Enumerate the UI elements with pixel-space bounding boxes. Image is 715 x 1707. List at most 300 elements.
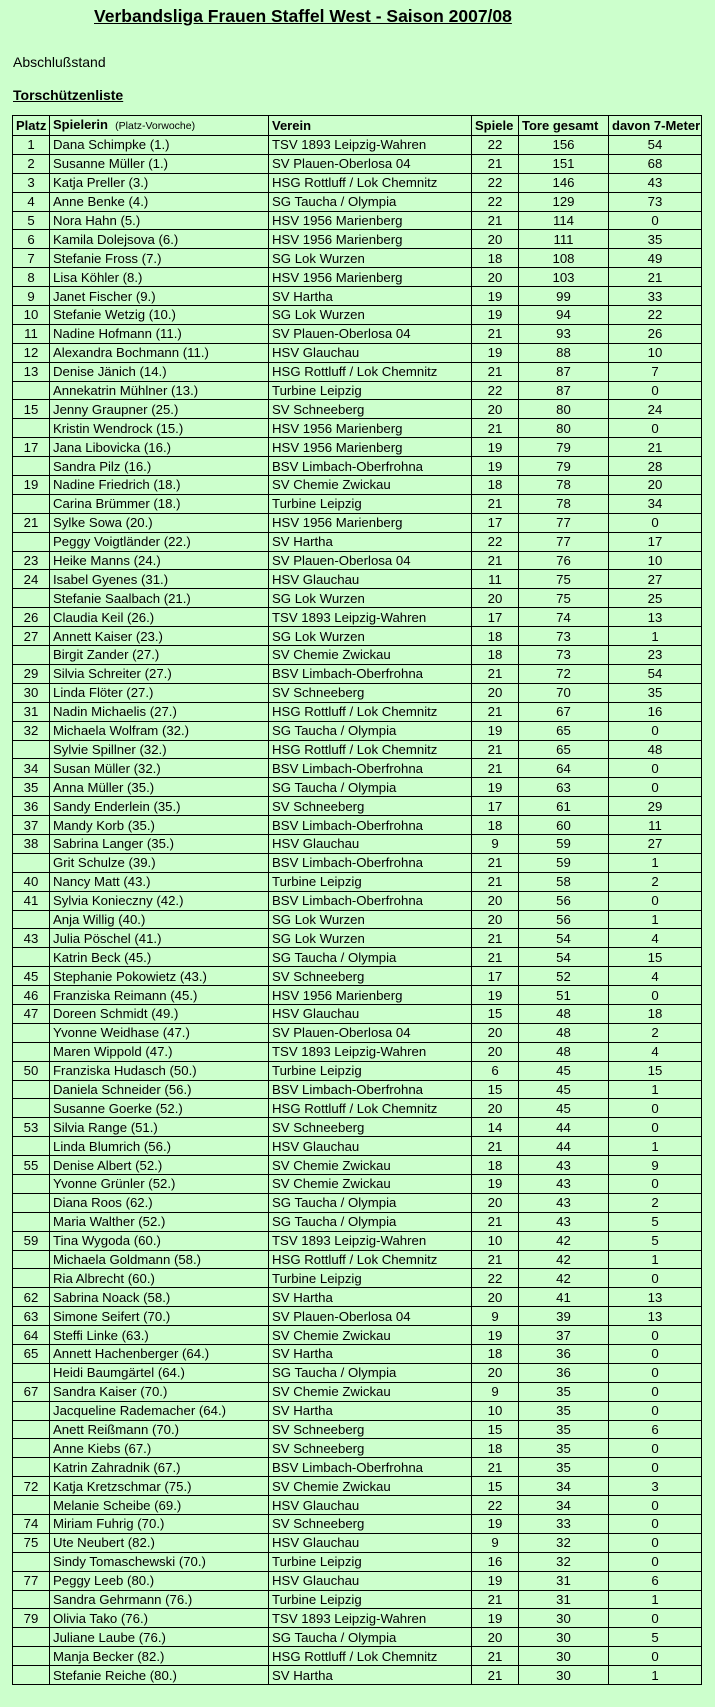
penalties-cell: 15 [609, 948, 702, 967]
player-cell: Carina Brümmer (18.) [50, 494, 269, 513]
goals-cell: 35 [519, 1401, 609, 1420]
rank-cell: 43 [13, 929, 50, 948]
penalties-cell: 49 [609, 249, 702, 268]
player-cell: Anna Müller (35.) [50, 778, 269, 797]
penalties-cell: 0 [609, 1439, 702, 1458]
player-cell: Manja Becker (82.) [50, 1647, 269, 1666]
penalties-cell: 23 [609, 646, 702, 665]
header-siebenmeter: davon 7-Meter [609, 116, 702, 136]
games-cell: 19 [472, 778, 519, 797]
player-cell: Stephanie Pokowietz (43.) [50, 967, 269, 986]
player-cell: Alexandra Bochmann (11.) [50, 343, 269, 362]
table-row [13, 438, 702, 457]
goals-cell: 48 [519, 1042, 609, 1061]
table-row [13, 1628, 702, 1647]
penalties-cell: 1 [609, 627, 702, 646]
rank-cell [13, 1401, 50, 1420]
goals-cell: 44 [519, 1118, 609, 1137]
table-row [13, 1023, 702, 1042]
table-row [13, 136, 702, 155]
table-row [13, 494, 702, 513]
club-cell: SG Taucha / Olympia [269, 1628, 472, 1647]
games-cell: 19 [472, 986, 519, 1005]
player-cell: Jana Libovicka (16.) [50, 438, 269, 457]
club-cell: TSV 1893 Leipzig-Wahren [269, 1609, 472, 1628]
club-cell: SV Hartha [269, 287, 472, 306]
goals-cell: 99 [519, 287, 609, 306]
goals-cell: 34 [519, 1477, 609, 1496]
penalties-cell: 21 [609, 268, 702, 287]
player-cell: Claudia Keil (26.) [50, 608, 269, 627]
player-cell: Stefanie Saalbach (21.) [50, 589, 269, 608]
goals-cell: 59 [519, 853, 609, 872]
player-cell: Sabrina Noack (58.) [50, 1288, 269, 1307]
rank-cell: 62 [13, 1288, 50, 1307]
club-cell: SV Hartha [269, 1288, 472, 1307]
club-cell: HSG Rottluff / Lok Chemnitz [269, 1250, 472, 1269]
goals-cell: 87 [519, 362, 609, 381]
rank-cell: 30 [13, 683, 50, 702]
club-cell: Turbine Leipzig [269, 381, 472, 400]
goals-cell: 60 [519, 816, 609, 835]
games-cell: 19 [472, 1571, 519, 1590]
club-cell: SG Taucha / Olympia [269, 721, 472, 740]
penalties-cell: 4 [609, 929, 702, 948]
games-cell: 21 [472, 1212, 519, 1231]
games-cell: 21 [472, 702, 519, 721]
penalties-cell: 6 [609, 1420, 702, 1439]
goals-cell: 77 [519, 532, 609, 551]
table-row [13, 1666, 702, 1685]
goals-cell: 36 [519, 1363, 609, 1382]
club-cell: SV Plauen-Oberlosa 04 [269, 1023, 472, 1042]
penalties-cell: 20 [609, 476, 702, 495]
rank-cell [13, 948, 50, 967]
rank-cell: 3 [13, 173, 50, 192]
player-cell: Anne Kiebs (67.) [50, 1439, 269, 1458]
table-row [13, 683, 702, 702]
goals-cell: 42 [519, 1269, 609, 1288]
games-cell: 18 [472, 816, 519, 835]
club-cell: SV Schneeberg [269, 797, 472, 816]
header-platz: Platz [13, 116, 50, 136]
rank-cell [13, 1137, 50, 1156]
games-cell: 19 [472, 457, 519, 476]
rank-cell: 10 [13, 306, 50, 325]
games-cell: 20 [472, 1042, 519, 1061]
goals-cell: 43 [519, 1174, 609, 1193]
club-cell: SV Chemie Zwickau [269, 1174, 472, 1193]
goals-cell: 76 [519, 551, 609, 570]
goals-cell: 129 [519, 192, 609, 211]
club-cell: HSG Rottluff / Lok Chemnitz [269, 702, 472, 721]
penalties-cell: 68 [609, 154, 702, 173]
games-cell: 21 [472, 154, 519, 173]
games-cell: 21 [472, 664, 519, 683]
club-cell: BSV Limbach-Oberfrohna [269, 1458, 472, 1477]
table-row [13, 1382, 702, 1401]
rank-cell: 63 [13, 1307, 50, 1326]
rank-cell [13, 1174, 50, 1193]
goals-cell: 146 [519, 173, 609, 192]
games-cell: 17 [472, 967, 519, 986]
goals-cell: 35 [519, 1382, 609, 1401]
player-cell: Tina Wygoda (60.) [50, 1231, 269, 1250]
player-cell: Annett Hachenberger (64.) [50, 1345, 269, 1364]
games-cell: 21 [472, 551, 519, 570]
games-cell: 21 [472, 1647, 519, 1666]
games-cell: 20 [472, 1023, 519, 1042]
penalties-cell: 0 [609, 381, 702, 400]
table-row [13, 929, 702, 948]
rank-cell [13, 532, 50, 551]
table-row [13, 1174, 702, 1193]
games-cell: 10 [472, 1231, 519, 1250]
club-cell: SG Lok Wurzen [269, 249, 472, 268]
table-row [13, 1307, 702, 1326]
goals-cell: 70 [519, 683, 609, 702]
player-cell: Susanne Müller (1.) [50, 154, 269, 173]
table-row [13, 1061, 702, 1080]
player-cell: Sabrina Langer (35.) [50, 834, 269, 853]
goals-cell: 43 [519, 1212, 609, 1231]
club-cell: Turbine Leipzig [269, 1269, 472, 1288]
games-cell: 22 [472, 1269, 519, 1288]
penalties-cell: 0 [609, 721, 702, 740]
games-cell: 18 [472, 1345, 519, 1364]
goals-cell: 80 [519, 400, 609, 419]
games-cell: 20 [472, 1288, 519, 1307]
goals-cell: 30 [519, 1666, 609, 1685]
penalties-cell: 0 [609, 1326, 702, 1345]
rank-cell: 45 [13, 967, 50, 986]
rank-cell: 47 [13, 1004, 50, 1023]
games-cell: 21 [472, 1250, 519, 1269]
penalties-cell: 13 [609, 1288, 702, 1307]
goals-cell: 88 [519, 343, 609, 362]
goals-cell: 42 [519, 1250, 609, 1269]
penalties-cell: 1 [609, 1250, 702, 1269]
goals-cell: 75 [519, 589, 609, 608]
penalties-cell: 1 [609, 1080, 702, 1099]
table-row [13, 891, 702, 910]
club-cell: HSV Glauchau [269, 570, 472, 589]
table-row [13, 797, 702, 816]
games-cell: 19 [472, 306, 519, 325]
goals-cell: 65 [519, 740, 609, 759]
club-cell: HSG Rottluff / Lok Chemnitz [269, 362, 472, 381]
games-cell: 21 [472, 211, 519, 230]
rank-cell: 40 [13, 872, 50, 891]
games-cell: 20 [472, 589, 519, 608]
games-cell: 15 [472, 1477, 519, 1496]
rank-cell [13, 419, 50, 438]
games-cell: 18 [472, 646, 519, 665]
games-cell: 19 [472, 1609, 519, 1628]
penalties-cell: 0 [609, 1099, 702, 1118]
games-cell: 20 [472, 1193, 519, 1212]
table-row [13, 400, 702, 419]
rank-cell: 77 [13, 1571, 50, 1590]
penalties-cell: 22 [609, 306, 702, 325]
goals-cell: 56 [519, 891, 609, 910]
games-cell: 17 [472, 797, 519, 816]
player-cell: Dana Schimpke (1.) [50, 136, 269, 155]
rank-cell [13, 1496, 50, 1515]
rank-cell: 74 [13, 1515, 50, 1534]
player-cell: Linda Flöter (27.) [50, 683, 269, 702]
club-cell: SG Taucha / Olympia [269, 1212, 472, 1231]
club-cell: BSV Limbach-Oberfrohna [269, 816, 472, 835]
goals-cell: 39 [519, 1307, 609, 1326]
games-cell: 19 [472, 1326, 519, 1345]
games-cell: 20 [472, 268, 519, 287]
penalties-cell: 1 [609, 853, 702, 872]
player-cell: Peggy Voigtländer (22.) [50, 532, 269, 551]
player-cell: Grit Schulze (39.) [50, 853, 269, 872]
player-cell: Michaela Goldmann (58.) [50, 1250, 269, 1269]
table-row [13, 1439, 702, 1458]
penalties-cell: 21 [609, 438, 702, 457]
table-row [13, 154, 702, 173]
rank-cell [13, 1193, 50, 1212]
player-cell: Ria Albrecht (60.) [50, 1269, 269, 1288]
club-cell: HSV 1956 Marienberg [269, 986, 472, 1005]
rank-cell [13, 1552, 50, 1571]
games-cell: 10 [472, 1401, 519, 1420]
penalties-cell: 0 [609, 1552, 702, 1571]
penalties-cell: 27 [609, 570, 702, 589]
player-cell: Maria Walther (52.) [50, 1212, 269, 1231]
table-row [13, 192, 702, 211]
player-cell: Katja Preller (3.) [50, 173, 269, 192]
goals-cell: 78 [519, 476, 609, 495]
player-cell: Susanne Goerke (52.) [50, 1099, 269, 1118]
player-cell: Sandra Pilz (16.) [50, 457, 269, 476]
table-row [13, 287, 702, 306]
rank-cell: 7 [13, 249, 50, 268]
table-row [13, 419, 702, 438]
club-cell: SV Plauen-Oberlosa 04 [269, 154, 472, 173]
penalties-cell: 13 [609, 608, 702, 627]
table-row [13, 608, 702, 627]
goals-cell: 35 [519, 1420, 609, 1439]
games-cell: 20 [472, 230, 519, 249]
games-cell: 11 [472, 570, 519, 589]
rank-cell: 29 [13, 664, 50, 683]
table-row [13, 1326, 702, 1345]
header-spiele: Spiele [472, 116, 519, 136]
table-row [13, 1420, 702, 1439]
club-cell: TSV 1893 Leipzig-Wahren [269, 608, 472, 627]
games-cell: 18 [472, 476, 519, 495]
rank-cell: 24 [13, 570, 50, 589]
club-cell: SV Plauen-Oberlosa 04 [269, 551, 472, 570]
club-cell: HSV Glauchau [269, 1533, 472, 1552]
games-cell: 19 [472, 343, 519, 362]
player-cell: Kamila Dolejsova (6.) [50, 230, 269, 249]
rank-cell [13, 1647, 50, 1666]
rank-cell: 4 [13, 192, 50, 211]
penalties-cell: 34 [609, 494, 702, 513]
player-cell: Sandra Gehrmann (76.) [50, 1590, 269, 1609]
rank-cell [13, 1458, 50, 1477]
club-cell: SG Lok Wurzen [269, 589, 472, 608]
club-cell: TSV 1893 Leipzig-Wahren [269, 136, 472, 155]
penalties-cell: 1 [609, 910, 702, 929]
penalties-cell: 24 [609, 400, 702, 419]
rank-cell: 38 [13, 834, 50, 853]
club-cell: BSV Limbach-Oberfrohna [269, 457, 472, 476]
rank-cell: 53 [13, 1118, 50, 1137]
club-cell: BSV Limbach-Oberfrohna [269, 891, 472, 910]
club-cell: SG Taucha / Olympia [269, 778, 472, 797]
club-cell: Turbine Leipzig [269, 872, 472, 891]
goals-cell: 78 [519, 494, 609, 513]
penalties-cell: 7 [609, 362, 702, 381]
goals-cell: 45 [519, 1061, 609, 1080]
goals-cell: 65 [519, 721, 609, 740]
club-cell: HSV Glauchau [269, 834, 472, 853]
table-row [13, 1212, 702, 1231]
penalties-cell: 11 [609, 816, 702, 835]
club-cell: HSV Glauchau [269, 343, 472, 362]
rank-cell [13, 1666, 50, 1685]
table-row [13, 1193, 702, 1212]
player-cell: Steffi Linke (63.) [50, 1326, 269, 1345]
games-cell: 19 [472, 287, 519, 306]
table-row [13, 324, 702, 343]
penalties-cell: 6 [609, 1571, 702, 1590]
player-cell: Annett Kaiser (23.) [50, 627, 269, 646]
goals-cell: 33 [519, 1515, 609, 1534]
games-cell: 21 [472, 419, 519, 438]
goals-cell: 79 [519, 457, 609, 476]
table-row [13, 1345, 702, 1364]
player-cell: Maren Wippold (47.) [50, 1042, 269, 1061]
penalties-cell: 15 [609, 1061, 702, 1080]
games-cell: 15 [472, 1420, 519, 1439]
rank-cell: 21 [13, 513, 50, 532]
rank-cell: 13 [13, 362, 50, 381]
penalties-cell: 13 [609, 1307, 702, 1326]
table-row [13, 1042, 702, 1061]
games-cell: 21 [472, 948, 519, 967]
rank-cell [13, 1099, 50, 1118]
rank-cell: 12 [13, 343, 50, 362]
club-cell: SV Schneeberg [269, 1515, 472, 1534]
penalties-cell: 48 [609, 740, 702, 759]
club-cell: HSV 1956 Marienberg [269, 513, 472, 532]
club-cell: HSV 1956 Marienberg [269, 438, 472, 457]
games-cell: 19 [472, 438, 519, 457]
rank-cell: 46 [13, 986, 50, 1005]
penalties-cell: 54 [609, 136, 702, 155]
games-cell: 22 [472, 192, 519, 211]
player-cell: Mandy Korb (35.) [50, 816, 269, 835]
table-row [13, 1231, 702, 1250]
player-cell: Denise Albert (52.) [50, 1156, 269, 1175]
penalties-cell: 2 [609, 872, 702, 891]
goals-cell: 41 [519, 1288, 609, 1307]
table-row [13, 230, 702, 249]
rank-cell [13, 381, 50, 400]
rank-cell [13, 1269, 50, 1288]
goals-cell: 93 [519, 324, 609, 343]
goals-cell: 48 [519, 1023, 609, 1042]
table-row [13, 1288, 702, 1307]
goals-cell: 52 [519, 967, 609, 986]
club-cell: SV Schneeberg [269, 1439, 472, 1458]
penalties-cell: 0 [609, 1345, 702, 1364]
table-header-row [13, 116, 702, 136]
games-cell: 21 [472, 853, 519, 872]
table-row [13, 627, 702, 646]
club-cell: HSG Rottluff / Lok Chemnitz [269, 740, 472, 759]
header-verein: Verein [269, 116, 472, 136]
goals-cell: 48 [519, 1004, 609, 1023]
goals-cell: 32 [519, 1552, 609, 1571]
player-cell: Stefanie Wetzig (10.) [50, 306, 269, 325]
rank-cell [13, 1590, 50, 1609]
games-cell: 9 [472, 1307, 519, 1326]
games-cell: 17 [472, 513, 519, 532]
penalties-cell: 54 [609, 664, 702, 683]
games-cell: 19 [472, 1174, 519, 1193]
player-cell: Katrin Beck (45.) [50, 948, 269, 967]
games-cell: 20 [472, 400, 519, 419]
club-cell: SV Hartha [269, 532, 472, 551]
player-cell: Diana Roos (62.) [50, 1193, 269, 1212]
games-cell: 18 [472, 249, 519, 268]
player-cell: Nadine Friedrich (18.) [50, 476, 269, 495]
goals-cell: 42 [519, 1231, 609, 1250]
rank-cell: 27 [13, 627, 50, 646]
games-cell: 22 [472, 136, 519, 155]
penalties-cell: 5 [609, 1212, 702, 1231]
club-cell: SV Chemie Zwickau [269, 1156, 472, 1175]
table-row [13, 362, 702, 381]
penalties-cell: 5 [609, 1231, 702, 1250]
player-cell: Anne Benke (4.) [50, 192, 269, 211]
goals-cell: 64 [519, 759, 609, 778]
penalties-cell: 4 [609, 967, 702, 986]
penalties-cell: 2 [609, 1023, 702, 1042]
rank-cell: 67 [13, 1382, 50, 1401]
club-cell: HSG Rottluff / Lok Chemnitz [269, 1647, 472, 1666]
games-cell: 21 [472, 1137, 519, 1156]
player-cell: Heike Manns (24.) [50, 551, 269, 570]
table-row [13, 816, 702, 835]
rank-cell: 8 [13, 268, 50, 287]
player-cell: Yvonne Grünler (52.) [50, 1174, 269, 1193]
games-cell: 20 [472, 1099, 519, 1118]
table-row [13, 589, 702, 608]
club-cell: BSV Limbach-Oberfrohna [269, 759, 472, 778]
games-cell: 6 [472, 1061, 519, 1080]
rank-cell: 64 [13, 1326, 50, 1345]
club-cell: TSV 1893 Leipzig-Wahren [269, 1231, 472, 1250]
goals-cell: 79 [519, 438, 609, 457]
goals-cell: 103 [519, 268, 609, 287]
goals-cell: 72 [519, 664, 609, 683]
rank-cell [13, 1363, 50, 1382]
table-row [13, 173, 702, 192]
club-cell: SG Taucha / Olympia [269, 1193, 472, 1212]
club-cell: SV Plauen-Oberlosa 04 [269, 1307, 472, 1326]
goals-cell: 51 [519, 986, 609, 1005]
table-row [13, 853, 702, 872]
